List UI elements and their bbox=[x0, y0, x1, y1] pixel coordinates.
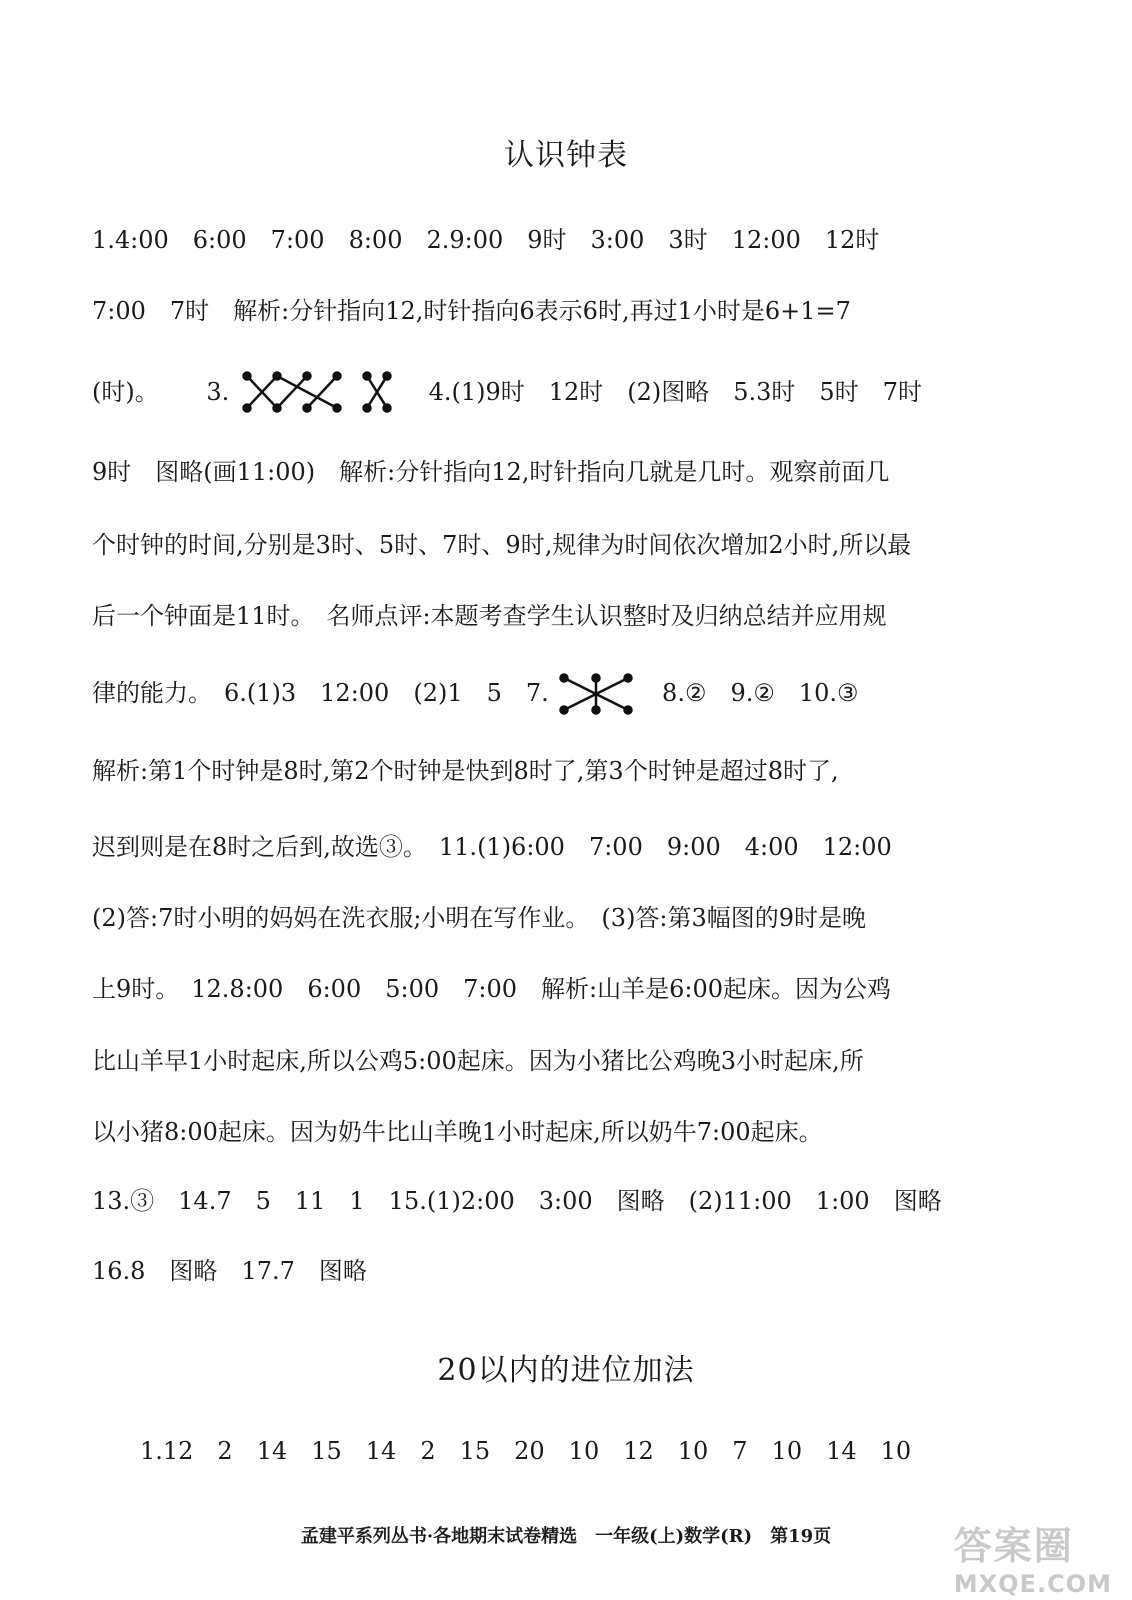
answer-line-4: 9时 图略(画11:00) 解析:分针指向12,时针指向几就是几时。观察前面几 bbox=[92, 458, 890, 486]
answer-line-2: 7:00 7时 解析:分针指向12,时针指向6表示6时,再过1小时是6+1=7 bbox=[92, 297, 851, 325]
section-title-addition: 20以内的进位加法 bbox=[437, 1353, 695, 1388]
watermark-sub: MXQE.COM bbox=[953, 1570, 1112, 1598]
answer-line-3-rest: 4.(1)9时 12时 (2)图略 5.3时 5时 7时 bbox=[428, 377, 922, 406]
answer-line-5: 个时钟的时间,分别是3时、5时、7时、9时,规律为时间依次增加2小时,所以最 bbox=[92, 531, 912, 559]
answer-line-10: (2)答:7时小明的妈妈在洗衣服;小明在写作业。 (3)答:第3幅图的9时是晚 bbox=[92, 904, 867, 932]
watermark-logo bbox=[954, 1515, 1112, 1598]
answer-line-12: 比山羊早1小时起床,所以公鸡5:00起床。因为小猪比公鸡晚3小时起床,所 bbox=[92, 1047, 864, 1075]
addition-answer-line-1: 1.12 2 14 15 14 2 15 20 10 12 10 7 10 14 10 bbox=[140, 1437, 912, 1465]
answer-line-14: 13.③ 14.7 5 11 1 15.(1)2:00 3:00 图略 (2)11:00 1:00 图略 bbox=[92, 1187, 942, 1215]
answer-line-3-text: (时)。 bbox=[92, 377, 159, 406]
answer-line-6: 后一个钟面是11时。 名师点评:本题考查学生认识整时及归纳总结并应用规 bbox=[92, 602, 887, 630]
q3-label: 3. bbox=[206, 377, 230, 406]
answer-line-8: 解析:第1个时钟是8时,第2个时钟是快到8时了,第3个时钟是超过8时了, bbox=[92, 757, 839, 785]
answer-line-3 bbox=[92, 370, 1042, 416]
answer-line-15: 16.8 图略 17.7 图略 bbox=[92, 1257, 367, 1285]
answer-line-9: 迟到则是在8时之后到,故选③。 11.(1)6:00 7:00 9:00 4:00 12:00 bbox=[92, 833, 892, 861]
q7-matching-lines-diagram bbox=[556, 672, 636, 716]
answer-line-1: 1.4:00 6:00 7:00 8:00 2.9:00 9时 3:00 3时 12:00 12时 bbox=[92, 226, 880, 254]
watermark-main: 答案圈 bbox=[953, 1524, 1074, 1568]
answer-line-11: 上9时。 12.8:00 6:00 5:00 7:00 解析:山羊是6:00起床。因为公鸡 bbox=[92, 975, 891, 1003]
q3-matching-lines-diagram bbox=[237, 370, 397, 416]
answer-line-7-rest: 8.② 9.② 10.③ bbox=[662, 678, 859, 707]
answer-line-7-text: 律的能力。 6.(1)3 12:00 (2)1 5 7. bbox=[92, 678, 549, 707]
answer-line-7 bbox=[92, 672, 1042, 716]
page-footer: 孟建平系列丛书·各地期末试卷精选 一年级(上)数学(R) 第19页 bbox=[300, 1526, 832, 1547]
section-title-clock: 认识钟表 bbox=[504, 138, 628, 173]
answer-line-13: 以小猪8:00起床。因为奶牛比山羊晚1小时起床,所以奶牛7:00起床。 bbox=[92, 1118, 823, 1146]
